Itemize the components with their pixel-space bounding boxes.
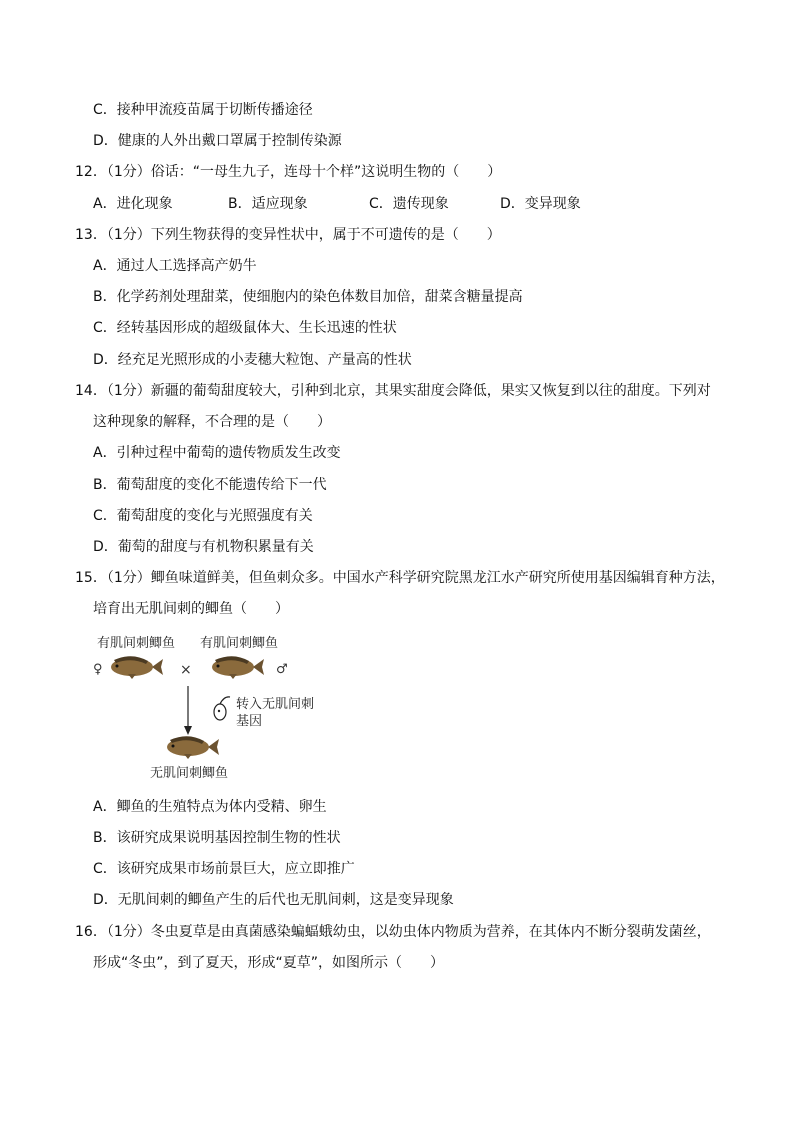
cross-symbol: × bbox=[180, 662, 192, 678]
q13-option-a: A．通过人工选择高产奶牛 bbox=[93, 258, 257, 274]
gene-vector-icon bbox=[210, 694, 232, 722]
gene-label-line2: 基因 bbox=[236, 714, 263, 729]
label-female-fish: 有肌间刺鲫鱼 bbox=[97, 636, 176, 651]
q14-option-c: C．葡萄甜度的变化与光照强度有关 bbox=[93, 508, 313, 524]
q16-stem-line2: 形成“冬虫”，到了夏天，形成“夏草”，如图所示（ ） bbox=[93, 955, 445, 971]
q14-stem-line2: 这种现象的解释，不合理的是（ ） bbox=[93, 414, 331, 430]
q15-option-a: A．鲫鱼的生殖特点为体内受精、卵生 bbox=[93, 799, 327, 815]
gene-label-line1: 转入无肌间刺 bbox=[236, 697, 315, 712]
q13-option-b: B．化学药剂处理甜菜，使细胞内的染色体数目加倍，甜菜含糖量提高 bbox=[93, 289, 523, 305]
q15-option-c: C．该研究成果市场前景巨大，应立即推广 bbox=[93, 861, 355, 877]
q12-option-d: D．变异现象 bbox=[500, 196, 581, 212]
q11-option-c: C．接种甲流疫苗属于切断传播途径 bbox=[93, 102, 313, 118]
down-arrow-icon bbox=[182, 686, 194, 736]
q15-option-d: D．无肌间刺的鲫鱼产生的后代也无肌间刺，这是变异现象 bbox=[93, 892, 454, 908]
q14-option-b: B．葡萄甜度的变化不能遗传给下一代 bbox=[93, 477, 327, 493]
q13-stem: 13．（1分）下列生物获得的变异性状中，属于不可遗传的是（ ） bbox=[75, 227, 501, 243]
female-fish-image bbox=[106, 652, 164, 680]
male-symbol: ♂ bbox=[276, 662, 288, 677]
q15-breeding-figure bbox=[90, 628, 350, 788]
q12-stem: 12．（1分）俗话：“一母生九子，连母十个样”这说明生物的（ ） bbox=[75, 164, 502, 180]
q15-option-b: B．该研究成果说明基因控制生物的性状 bbox=[93, 830, 341, 846]
q14-option-d: D．葡萄的甜度与有机物积累量有关 bbox=[93, 539, 314, 555]
q16-stem-line1: 16．（1分）冬虫夏草是由真菌感染蝙蝠蛾幼虫，以幼虫体内物质为营养，在其体内不断分裂萌发菌丝， bbox=[75, 924, 711, 940]
q11-option-d: D．健康的人外出戴口罩属于控制传染源 bbox=[93, 133, 342, 149]
q13-option-c: C．经转基因形成的超级鼠体大、生长迅速的性状 bbox=[93, 320, 397, 336]
q14-option-a: A．引种过程中葡萄的遗传物质发生改变 bbox=[93, 445, 341, 461]
q12-option-b: B．适应现象 bbox=[228, 196, 308, 212]
female-symbol: ♀ bbox=[93, 662, 103, 677]
q15-stem-line2: 培育出无肌间刺的鲫鱼（ ） bbox=[93, 601, 289, 617]
q14-stem-line1: 14．（1分）新疆的葡萄甜度较大，引种到北京，其果实甜度会降低，果实又恢复到以往的甜度。下列对 bbox=[75, 383, 711, 399]
q15-stem-line1: 15．（1分）鲫鱼味道鲜美，但鱼刺众多。中国水产科学研究院黑龙江水产研究所使用基因编辑育种方法， bbox=[75, 570, 725, 586]
q12-option-a: A．进化现象 bbox=[93, 196, 173, 212]
male-fish-image bbox=[207, 652, 265, 680]
q13-option-d: D．经充足光照形成的小麦穗大粒饱、产量高的性状 bbox=[93, 352, 412, 368]
label-male-fish: 有肌间刺鲫鱼 bbox=[200, 636, 279, 651]
q12-option-c: C．遗传现象 bbox=[369, 196, 449, 212]
offspring-fish-image bbox=[162, 732, 220, 760]
offspring-label: 无肌间刺鲫鱼 bbox=[150, 766, 229, 781]
